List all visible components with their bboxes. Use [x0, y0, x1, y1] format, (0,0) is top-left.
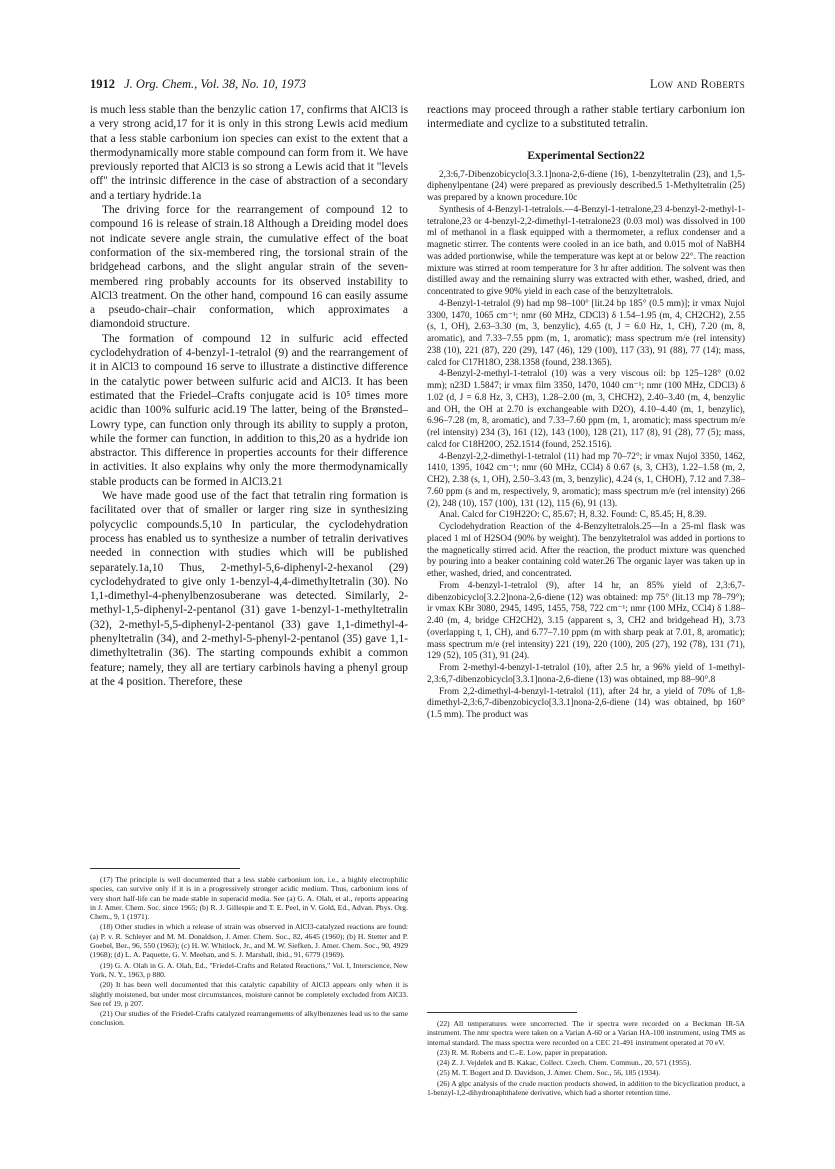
footnote: (25) M. T. Bogert and D. Davidson, J. Amer. Chem. Soc., 56, 185 (1934). [437, 1068, 661, 1078]
right-column-intro [427, 103, 745, 132]
experimental-paragraph: From 2,2-dimethyl-4-benzyl-1-tetralol (11), after 24 hr, a yield of 70% of 1,8-dimethyl-2,3:6,7-dibenzobicyclo[3.3.1]nona-2,6-diene (14) was obtained, bp 160° (1.5 mm). The product was [427, 686, 745, 721]
footnote: (23) R. M. Roberts and C.-E. Low, paper in preparation. [437, 1047, 608, 1057]
footnote-rule [90, 868, 240, 869]
header-left [90, 77, 306, 92]
experimental-section [427, 170, 745, 722]
experimental-paragraph: Cyclodehydration Reaction of the 4-Benzyltetralols.25—In a 25-ml flask was placed 1 ml of H2SO4 (90% by weight). The benzyltetralol was added in portions to the magnetically stirred acid. After the reaction, the product mixture was quenched by pouring into a beaker containing cold water.26 The organic layer was taken up in ether, washed, dried, and concentrated. [427, 522, 745, 580]
experimental-paragraph: Synthesis of 4-Benzyl-1-tetralols.—4-Benzyl-1-tetralone,23 4-benzyl-2-methyl-1-tetralone,23 or 4-benzyl-2,2-dimethyl-1-tetralone23 (0.03 mol) was dissolved in 100 ml of methanol in a flask equipped with a thermometer, a reflux condenser and a magnetic stirrer. The contents were cooled in an ice bath, and 0.015 mol of NaBH4 was added portionwise, while the temperature was kept at or below 22°. The reaction mixture was stirred at room temperature for 3 hr after addition. The solvent was then distilled away and the remaining slurry was extracted with ether, washed, dried, and concentrated to give 90% yield in each case of the benzyltetralols. [427, 204, 745, 298]
experimental-paragraph: 4-Benzyl-1-tetralol (9) had mp 98–100° [lit.24 bp 185° (0.5 mm)]; ir νmax Nujol 3300, 1470, 1065 cm⁻¹; nmr (60 MHz, CDCl3) δ 1.54–1.95 (m, 4, CH2CH2), 2.55 (s, 1, OH), 2.63–3.30 (m, 3, benzylic), 4.65 (t, J = 6.0 Hz, 1, CH), 7.20 (m, 8, aromatic), and 7.33–7.55 ppm (m, 1, aromatic); mass spectrum m/e (rel intensity) 238 (10), 221 (87), 220 (29), 147 (46), 129 (100), 117 (33), 91 (88), 77 (14); mass, calcd for C17H18O, 238.1358 (found, 238.1365). [427, 298, 745, 368]
footnotes-right [427, 1012, 745, 1098]
page-number: 1912 [90, 77, 115, 91]
footnote: (18) Other studies in which a release of strain was observed in AlCl3-catalyzed reactions are found: (a) P. v. R. Schleyer and M. M. Donaldson, J. Amer. Chem. Soc., 82, 4645 (1960); (b) H. Stetter and P. Goebel, Ber., 96, 550 (1963); (c) H. W. Whitlock, Jr., and M. W. Siefken, J. Amer. Chem. Soc., 90, 4929 (1968); (d) L. A. Paquette, G. V. Meehan, and S. J. Marshall, ibid., 91, 6779 (1969). [90, 922, 408, 960]
body-paragraph: We have made good use of the fact that tetralin ring formation is facilitated over that of smaller or larger ring size in synthesizing polycyclic compounds.5,10 In particular, the cyclodehydration process has enabled us to synthesize a number of tetralin derivatives needed in connection with studies which will be published separately.1a,10 Thus, 2-methyl-5,6-diphenyl-2-hexanol (29) cyclodehydrated to give only 1-benzyl-4,4-dimethyltetralin (30). No 1,1-dimethyl-4-phenylbenzosuberane was detected. Similarly, 2-methyl-1,5-diphenyl-2-pentanol (31) gave 1-benzyl-1-methyltetralin (32), 2-methyl-5,5-diphenyl-2-pentanol (33) gave 1,1-dimethyl-4-phenyltetralin (34), and 2-methyl-5-phenyl-2-pentanol (35) gave 1,1-dimethyltetralin (36). The starting compounds exhibit a common feature; namely, they all are tertiary carbinols having a phenyl group at the 4 position. Therefore, these [90, 490, 408, 688]
body-paragraph: The driving force for the rearrangement of compound 12 to compound 16 is release of strain.18 Although a Dreiding model does not indicate severe angle strain, the cumulative effect of the boat conformation of the six-membered ring, the torsional strain of the bridgehead carbons, and the slight angular strain of the seven-membered ring probably accounts for its observed instability to AlCl3 treatment. On the other hand, compound 16 can easily assume a pseudo-chair–chair conformation, which approximates a diamondoid structure. [90, 204, 408, 331]
body-paragraph: The formation of compound 12 in sulfuric acid effected cyclodehydration of 4-benzyl-1-tetralol (9) and the rearrangement of it in AlCl3 to compound 16 serve to illustrate a distinctive difference in the catalytic power between sulfuric acid and AlCl3. It has been estimated that the Friedel–Crafts conjugate acid is 10⁵ times more acidic than 100% sulfuric acid.19 The latter, being of the Brønsted–Lowry type, can function only through its ability to supply a proton, while the former can function, in addition to this,20 as a hydride ion abstractor. This difference in properties accounts for their difference in activities. It also explains why only the more thermodynamically stable products can be formed in AlCl3.21 [90, 332, 408, 488]
footnote: (19) G. A. Olah in G. A. Olah, Ed., "Friedel-Crafts and Related Reactions," Vol. I, Interscience, New York, N. Y., 1963, p 880. [90, 960, 408, 979]
header-authors: Low and Roberts [649, 77, 745, 91]
footnote: (22) All temperatures were uncorrected. The ir spectra were recorded on a Beckman IR-5A instrument. The nmr spectra were taken on a Varian A-60 or a Varian HA-100 instrument, using TMS as internal standard. The mass spectra were recorded on a CEC 21-491 instrument operated at 70 eV. [427, 1019, 745, 1047]
footnote: (17) The principle is well documented that a less stable carbonium ion, i.e., a highly electrophilic species, can survive only if it is in a progressively stronger acidic medium. Thus, carbonium ions of very short half-life can be made stable in superacid media. See (a) G. A. Olah, et al., reports appearing in J. Amer. Chem. Soc. since 1965; (b) R. J. Gillespie and T. E. Peel, in V. Gold, Ed., Advan. Phys. Org. Chem., 9, 1 (1971). [90, 875, 408, 922]
footnote: (21) Our studies of the Friedel-Crafts catalyzed rearrangements of alkylbenzenes lead us to the same conclusion. [90, 1009, 408, 1028]
journal-citation: J. Org. Chem., Vol. 38, No. 10, 1973 [124, 77, 306, 91]
footnote: (24) Z. J. Vejdelek and B. Kakac, Collect. Czech. Chem. Commun., 20, 571 (1955). [437, 1058, 692, 1068]
experimental-paragraph: 2,3:6,7-Dibenzobicyclo[3.3.1]nona-2,6-diene (16), 1-benzyltetralin (23), and 1,5-diphenylpentane (24) were prepared as previously described.5 1-Methyltetralin (25) was prepared by a known procedure.10c [427, 169, 745, 204]
footnote: (20) It has been well documented that this catalytic capability of AlCl3 appears only when it is slightly moistened, but under most circumstances, moisture cannot be completely excluded from AlCl3. See ref 19, p 207. [90, 980, 408, 1008]
footnote: (26) A glpc analysis of the crude reaction products showed, in addition to the bicyclization product, a 1-benzyl-1,2-dihydronaphthalene derivative, which had a shorter retention time. [427, 1078, 745, 1098]
experimental-paragraph: 4-Benzyl-2,2-dimethyl-1-tetralol (11) had mp 70–72°; ir νmax Nujol 3350, 1462, 1410, 1395, 1042 cm⁻¹; nmr (60 MHz, CCl4) δ 0.67 (s, 3, CH3), 1.22–1.58 (m, 2, CH2), 2.38 (s, 1, OH), 2.50–3.43 (m, 3, benzylic), 4.24 (s, 1, CHOH), 7.12 and 7.38–7.60 ppm (s and m, respectively, 9, aromatic); mass spectrum m/e (rel intensity) 266 (2), 248 (10), 157 (100), 131 (12), 115 (6), 91 (13). [427, 451, 745, 509]
experimental-paragraph: Anal. Calcd for C19H22O: C, 85.67; H, 8.32. Found: C, 85.45; H, 8.39. [439, 510, 707, 521]
right-column [427, 103, 745, 722]
body-paragraph: is much less stable than the benzylic cation 17, confirms that AlCl3 is a very strong acid,17 for it is only in this strong Lewis acid medium that a less stable carbonium ion species can exist to the extent that a thermodynamically more stable compound can form from it. We have previously reported that AlCl3 is so strong a Lewis acid that it "levels off" the intrinsic difference in the case of abstraction of a secondary and a tertiary hydride.1a [90, 104, 408, 202]
running-header [90, 77, 745, 95]
experimental-paragraph: 4-Benzyl-2-methyl-1-tetralol (10) was a very viscous oil: bp 125–128° (0.02 mm); n23D 1.5847; ir νmax film 3350, 1470, 1040 cm⁻¹; nmr (100 MHz, CDCl3) δ 1.02 (d, J = 6.8 Hz, 3, CH3), 1.28–2.00 (m, 3, CHCH2), 2.40–3.40 (m, 4, benzylic and OH, the OH at 2.70 is exchangeable with D2O), 4.10–4.40 (m, 1, benzylic), 6.96–7.28 (m, 8, aromatic), and 7.33–7.60 ppm (m, 1, aromatic); mass spectrum m/e (rel intensity) 234 (3), 161 (12), 143 (100), 128 (21), 117 (8), 91 (28), 77 (5); mass, calcd for C18H20O, 252.1514 (found, 252.1516). [427, 369, 745, 450]
footnote-rule [427, 1012, 577, 1013]
section-heading: Experimental Section22 [527, 149, 645, 162]
experimental-paragraph: From 4-benzyl-1-tetralol (9), after 14 hr, an 85% yield of 2,3:6,7-dibenzobicyclo[3.2.2]nona-2,6-diene (12) was obtained: mp 75° (lit.13 mp 78–79°); ir νmax KBr 3080, 2945, 1495, 1455, 758, 722 cm⁻¹; nmr (100 MHz, CCl4) δ 1.88–2.40 (m, 4, bridge CH2CH2), 3.15 (apparent s, 3, CH2 and bridgehead H), 3.73 (overlapping t, 1, CH), and 6.77–7.10 ppm (m with sharp peak at 7.01, 8, aromatic); mass spectrum m/e (rel intensity) 221 (19), 220 (100), 205 (27), 192 (78), 131 (71), 129 (52), 105 (31), 91 (24). [427, 580, 745, 662]
left-column [90, 103, 408, 689]
experimental-paragraph: From 2-methyl-4-benzyl-1-tetralol (10), after 2.5 hr, a 96% yield of 1-methyl-2,3:6,7-dibenzobicyclo[3.3.1]nona-2,6-diene (13) was obtained, mp 88–90°.8 [427, 663, 745, 685]
body-paragraph: reactions may proceed through a rather stable tertiary carbonium ion intermediate and cyclize to a substituted tetralin. [427, 104, 745, 131]
footnotes-left [90, 868, 408, 1029]
